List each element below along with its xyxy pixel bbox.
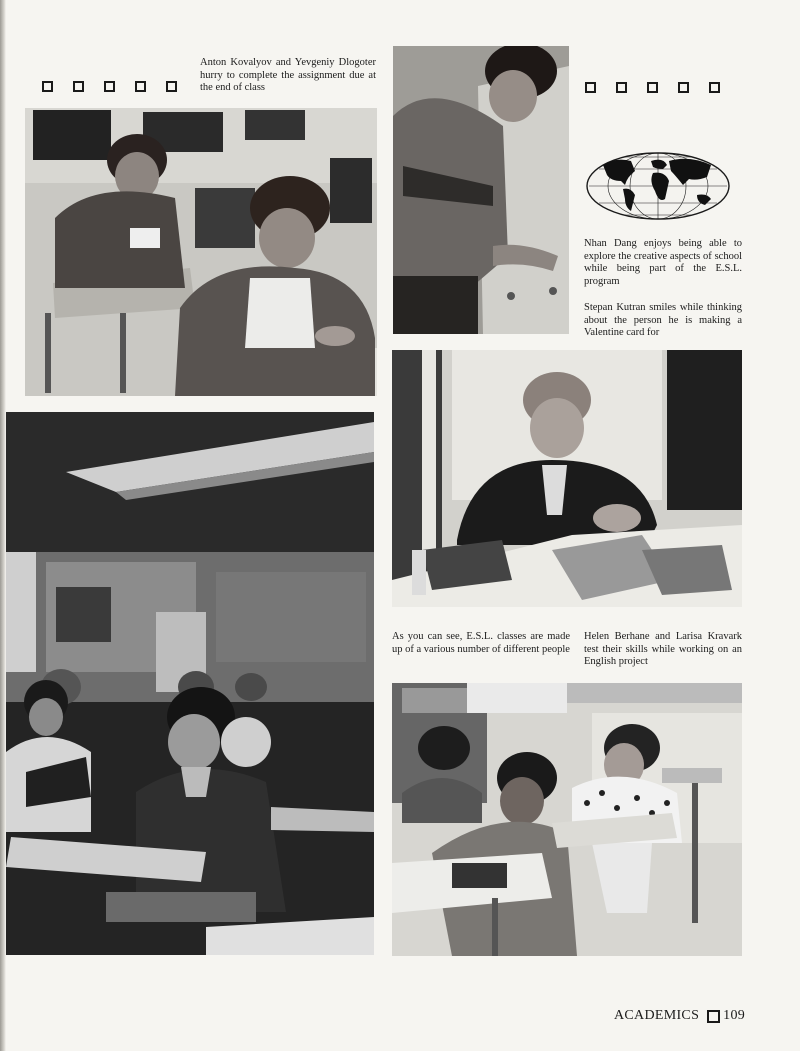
photo-classroom [6,412,374,955]
square-bullet-icon [585,82,596,93]
square-bullet-icon [104,81,115,92]
photo-boy-at-table [393,46,569,334]
photo-two-boys-at-desks [25,108,377,396]
world-map-globe-icon [585,151,731,221]
page-number: 109 [723,1008,746,1023]
square-bullet-icon [42,81,53,92]
page-footer [614,1008,745,1024]
caption-nhan: Nhan Dang enjoys being able to explore the creative aspects of school while being part of the E.S.L. program [584,238,742,287]
square-bullet-icon [616,82,627,93]
square-bullet-icon [73,81,84,92]
section-label: ACADEMICS [614,1008,700,1023]
square-bullet-icon [166,81,177,92]
caption-esl-classes: As you can see, E.S.L. classes are made up of a various number of different people [392,631,570,655]
caption-anton: Anton Kovalyov and Yevgeniy Dlogoter hurry to complete the assignment due at the end of class [200,57,376,93]
photo-two-girls-working [392,683,742,956]
square-bullet-icon [135,81,146,92]
square-bullet-icon [647,82,658,93]
square-bullet-icon [678,82,689,93]
square-bullet-icon [709,82,720,93]
caption-helen-larisa: Helen Berhane and Larisa Kravark test their skills while working on an English project [584,631,742,667]
photo-boy-making-card [392,350,742,607]
square-bullets-left [42,81,177,92]
square-bullet-icon [707,1010,720,1023]
square-bullets-right [585,82,720,93]
caption-stepan: Stepan Kutran smiles while thinking about the person he is making a Valentine card for [584,302,742,338]
